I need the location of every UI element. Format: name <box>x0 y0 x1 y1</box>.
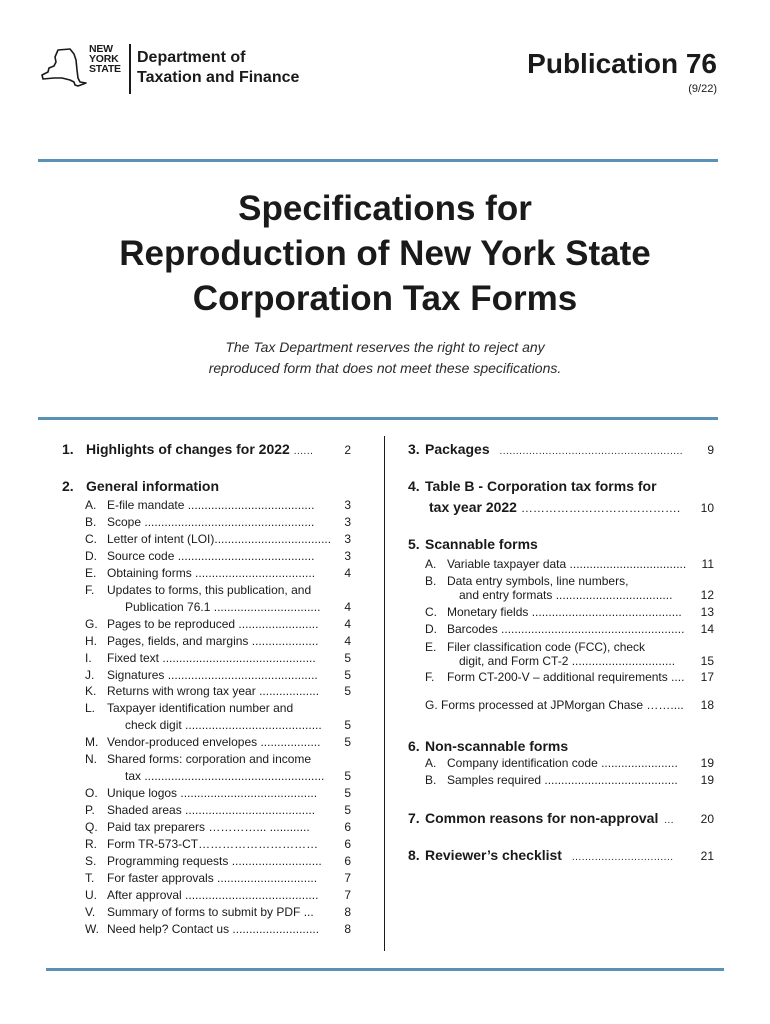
toc-page-number: 6 <box>344 854 351 868</box>
toc-item-letter: L. <box>85 701 96 715</box>
toc-item-letter: V. <box>85 905 96 919</box>
toc-section-number: 8. <box>408 847 420 863</box>
logo-department-name <box>137 48 299 88</box>
toc-item-letter: C. <box>85 532 97 546</box>
toc-item-text: Updates to forms, this publication, and <box>107 583 312 597</box>
toc-item-text: Form TR-573-CT………………………… <box>107 837 319 851</box>
toc-item-letter: U. <box>85 888 97 902</box>
logo-state-line: NEW <box>89 43 113 55</box>
toc-section-number: 3. <box>408 441 420 457</box>
logo-state-name <box>89 44 129 74</box>
toc-item-letter: T. <box>85 871 95 885</box>
toc-section-label: Scannable forms <box>425 536 538 552</box>
nys-dtf-logo <box>40 40 340 98</box>
toc-item-text: Shaded areas ....................................... <box>107 803 316 817</box>
publication-number: Publication 76 <box>527 48 717 79</box>
toc-item-text: Shared forms: corporation and income <box>107 752 312 766</box>
toc-page-number: 12 <box>700 588 714 602</box>
toc-page-number: 4 <box>344 600 351 614</box>
toc-item-letter: G. <box>85 617 98 631</box>
toc-item-text: Fixed text .............................................. <box>107 651 316 665</box>
toc-page-number: 5 <box>344 786 351 800</box>
toc-page-number: 4 <box>344 617 351 631</box>
toc-item-letter: R. <box>85 837 97 851</box>
toc-page-number: 10 <box>700 501 714 515</box>
toc-item-letter: E. <box>85 566 97 580</box>
toc-page-number: 3 <box>344 498 351 512</box>
logo-divider <box>129 44 131 94</box>
document-title <box>0 186 770 321</box>
toc-item-text: Paid tax preparers …………... ............ <box>107 820 310 834</box>
toc-item-text: After approval ........................................ <box>107 888 319 902</box>
toc-leader-dots: …………………………………. <box>520 501 681 515</box>
toc-item-letter: S. <box>85 854 97 868</box>
toc-item-text: check digit ......................................... <box>125 718 322 732</box>
toc-item-letter: B. <box>85 515 97 529</box>
toc-page-number: 5 <box>344 803 351 817</box>
toc-item-text: Returns with wrong tax year .................. <box>107 684 320 698</box>
toc-item-letter: D. <box>425 622 437 636</box>
toc-page-number: 15 <box>700 654 714 668</box>
toc-item-letter: A. <box>425 557 437 571</box>
toc-item-letter: K. <box>85 684 97 698</box>
toc-page-number: 3 <box>344 532 351 546</box>
toc-page-number: 14 <box>700 622 714 636</box>
toc-page-number: 5 <box>344 718 351 732</box>
toc-leader-dots: ............................... <box>571 852 674 863</box>
toc-page-number: 5 <box>344 735 351 749</box>
toc-page-number: 9 <box>707 443 714 457</box>
toc-section-label: General information <box>86 478 220 494</box>
toc-item-letter: I. <box>85 651 92 665</box>
toc-item-letter: B. <box>425 574 437 588</box>
toc-item-letter: H. <box>85 634 97 648</box>
subtitle-line: reproduced form that does not meet these specifications. <box>208 360 562 376</box>
toc-page-number: 5 <box>344 769 351 783</box>
toc-section-label-wrap <box>425 809 674 830</box>
publication-date: (9/22) <box>688 83 717 95</box>
toc-section-label-wrap <box>429 498 680 517</box>
toc-item-letter: C. <box>425 605 437 619</box>
toc-leader-dots: ........................................................ <box>499 446 684 457</box>
toc-section-label-line2: tax year 2022 <box>429 499 517 515</box>
toc-section-label: Highlights of changes for 2022 <box>86 441 290 457</box>
toc-section-number: 7. <box>408 810 420 826</box>
toc-section-number: 1. <box>62 441 74 457</box>
toc-item-text: Signatures ............................................. <box>107 668 318 682</box>
toc-item-letter: A. <box>425 756 437 770</box>
toc-page-number: 6 <box>344 820 351 834</box>
new-york-state-outline-icon <box>40 48 90 92</box>
toc-section-label: Packages <box>425 441 490 457</box>
toc-item-text: Need help? Contact us .......................... <box>107 922 320 936</box>
title-line: Specifications for <box>238 189 532 228</box>
toc-section-label-wrap <box>86 440 313 461</box>
toc-item-text: Summary of forms to submit by PDF ... <box>107 905 314 919</box>
toc-item-text: Obtaining forms .................................... <box>107 566 316 580</box>
toc-section-number: 4. <box>408 478 420 494</box>
toc-item-text: G. Forms processed at JPMorgan Chase …….... <box>425 698 684 712</box>
subtitle-line: The Tax Department reserves the right to reject any <box>225 339 545 355</box>
toc-page-number: 4 <box>344 634 351 648</box>
toc-page-number: 8 <box>344 922 351 936</box>
title-line: Reproduction of New York State <box>119 234 651 273</box>
toc-item-text: Samples required ........................................ <box>447 773 678 787</box>
toc-page-number: 20 <box>700 812 714 826</box>
document-subtitle <box>0 337 770 379</box>
toc-page-number: 4 <box>344 566 351 580</box>
toc-page-number: 8 <box>344 905 351 919</box>
toc-page-number: 6 <box>344 837 351 851</box>
toc-item-text: Monetary fields ............................................. <box>447 605 682 619</box>
toc-item-letter: W. <box>85 922 99 936</box>
toc-page-number: 5 <box>344 651 351 665</box>
toc-item-text: For faster approvals .............................. <box>107 871 318 885</box>
toc-item-text: Filer classification code (FCC), check <box>447 640 646 654</box>
toc-section-label: Table B - Corporation tax forms for <box>425 478 657 494</box>
toc-item-text: Vendor-produced envelopes .................. <box>107 735 321 749</box>
title-line: Corporation Tax Forms <box>192 279 578 318</box>
toc-item-letter: F. <box>85 583 95 597</box>
toc-top-divider <box>38 417 718 420</box>
toc-page-number: 3 <box>344 549 351 563</box>
bottom-divider <box>46 968 724 971</box>
toc-item-text: Pages, fields, and margins .................... <box>107 634 319 648</box>
toc-page-number: 5 <box>344 668 351 682</box>
toc-leader-dots: ... <box>664 815 675 826</box>
toc-page-number: 7 <box>344 871 351 885</box>
toc-item-text: Programming requests ........................... <box>107 854 322 868</box>
toc-section-label-wrap <box>425 846 674 867</box>
toc-item-text: Publication 76.1 ................................ <box>125 600 321 614</box>
toc-item-text: and entry formats ................................... <box>459 588 673 602</box>
toc-page-number: 17 <box>700 670 714 684</box>
logo-dept-line2: Taxation and Finance <box>137 69 300 86</box>
toc-page-number: 5 <box>344 684 351 698</box>
toc-item-text: Pages to be reproduced ........................ <box>107 617 319 631</box>
toc-page-number: 13 <box>700 605 714 619</box>
toc-item-text: Scope ................................................... <box>107 515 315 529</box>
toc-item-letter: O. <box>85 786 98 800</box>
logo-state-line: YORK <box>89 53 119 65</box>
toc-page-number: 19 <box>700 756 714 770</box>
toc-item-text: tax ...................................................... <box>125 769 325 783</box>
toc-item-text: Form CT-200-V – additional requirements .... <box>447 670 685 684</box>
column-divider <box>384 436 385 951</box>
toc-section-label: Common reasons for non-approval <box>425 810 659 826</box>
toc-item-letter: A. <box>85 498 97 512</box>
toc-section-label: Reviewer’s checklist <box>425 847 562 863</box>
top-divider <box>38 159 718 162</box>
toc-leader-dots: ...... <box>293 446 314 457</box>
toc-page-number: 3 <box>344 515 351 529</box>
toc-item-letter: F. <box>425 670 435 684</box>
toc-item-letter: D. <box>85 549 97 563</box>
toc-section-number: 6. <box>408 738 420 754</box>
toc-item-text: Company identification code ....................... <box>447 756 678 770</box>
toc-item-text: Letter of intent (LOI)................................... <box>107 532 332 546</box>
toc-item-letter: N. <box>85 752 97 766</box>
toc-item-letter: J. <box>85 668 95 682</box>
toc-item-letter: Q. <box>85 820 98 834</box>
logo-state-line: STATE <box>89 63 121 75</box>
toc-page-number: 19 <box>700 773 714 787</box>
toc-section-number: 2. <box>62 478 74 494</box>
toc-page-number: 11 <box>701 557 714 571</box>
toc-item-text: Barcodes ....................................................... <box>447 622 685 636</box>
toc-item-text: E-file mandate ...................................... <box>107 498 315 512</box>
toc-item-text: Variable taxpayer data ................................... <box>447 557 687 571</box>
toc-item-letter: B. <box>425 773 437 787</box>
toc-page-number: 7 <box>344 888 351 902</box>
toc-page-number: 21 <box>700 849 714 863</box>
toc-item-text: Data entry symbols, line numbers, <box>447 574 629 588</box>
toc-page-number: 18 <box>700 698 714 712</box>
toc-item-text: Taxpayer identification number and <box>107 701 294 715</box>
toc-item-letter: P. <box>85 803 95 817</box>
logo-dept-line1: Department of <box>137 49 246 66</box>
toc-section-number: 5. <box>408 536 420 552</box>
toc-section-label: Non-scannable forms <box>425 738 569 754</box>
toc-page-number: 2 <box>344 443 351 457</box>
toc-item-letter: E. <box>425 640 437 654</box>
toc-item-text: digit, and Form CT-2 ............................... <box>459 654 676 668</box>
toc-item-letter: M. <box>85 735 99 749</box>
toc-section-label-wrap <box>425 440 683 461</box>
toc-item-text: Source code ......................................... <box>107 549 315 563</box>
toc-item-text: Unique logos ......................................... <box>107 786 318 800</box>
